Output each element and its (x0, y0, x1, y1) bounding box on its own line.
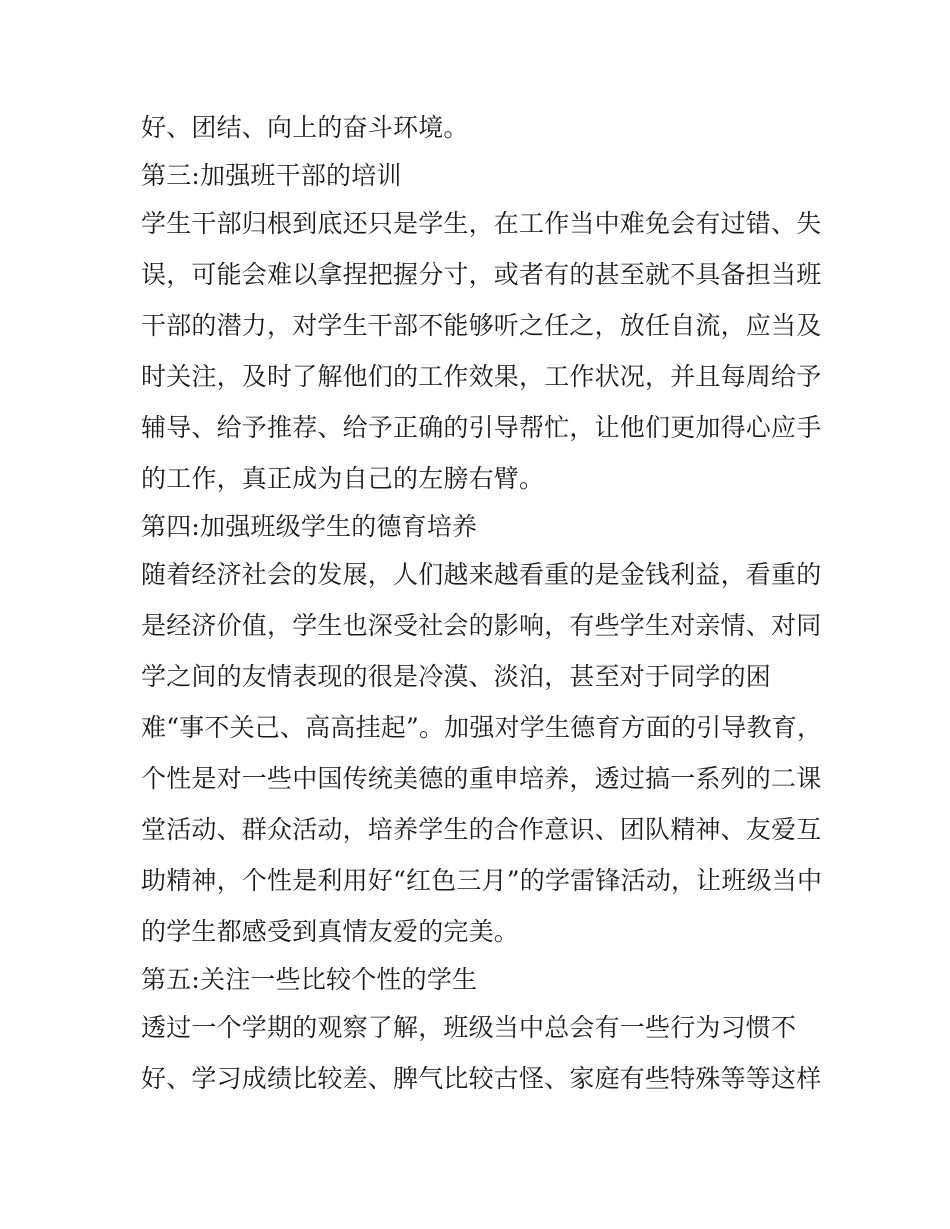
section-heading-4: 第四:加强班级学生的德育培养 (141, 512, 478, 541)
paragraph-line: 好、团结、向上的奋斗环境。 (141, 113, 469, 142)
text-body (141, 102, 831, 1104)
paragraph-line: 误，可能会难以拿捏把握分寸，或者有的甚至就不具备担当班 (141, 260, 822, 289)
paragraph-line: 辅导、给予推荐、给予正确的引导帮忙，让他们更加得心应手 (141, 413, 822, 442)
paragraph-line: 堂活动、群众活动，培养学生的合作意识、团队精神、友爱互 (141, 815, 822, 844)
paragraph-line: 的工作，真正成为自己的左膀右臂。 (141, 464, 545, 493)
paragraph-line: 干部的潜力，对学生干部不能够听之任之，放任自流，应当及 (141, 311, 822, 340)
paragraph-line: 个性是对一些中国传统美德的重申培养，透过搞一系列的二课 (141, 764, 822, 793)
paragraph-line: 学生干部归根到底还只是学生，在工作当中难免会有过错、失 (141, 209, 822, 238)
paragraph-line: 时关注，及时了解他们的工作效果，工作状况，并且每周给予 (141, 362, 822, 391)
paragraph-line: 学之间的友情表现的很是冷漠、淡泊，甚至对于同学的困 (141, 662, 772, 691)
paragraph-line: 好、学习成绩比较差、脾气比较古怪、家庭有些特殊等等这样 (141, 1064, 822, 1093)
paragraph-line: 是经济价值，学生也深受社会的影响，有些学生对亲情、对同 (141, 611, 822, 640)
paragraph-line: 的学生都感受到真情友爱的完美。 (141, 917, 520, 946)
paragraph-line: 透过一个学期的观察了解，班级当中总会有一些行为习惯不 (141, 1013, 797, 1042)
section-heading-3: 第三:加强班干部的培训 (141, 161, 402, 190)
section-heading-5: 第五:关注一些比较个性的学生 (141, 965, 478, 994)
paragraph-line: 难“事不关己、高高挂起”。加强对学生德育方面的引导教育， (141, 713, 823, 742)
paragraph-line: 随着经济社会的发展，人们越来越看重的是金钱利益，看重的 (141, 560, 822, 589)
paragraph-line: 助精神，个性是利用好“红色三月”的学雷锋活动，让班级当中 (141, 866, 823, 895)
